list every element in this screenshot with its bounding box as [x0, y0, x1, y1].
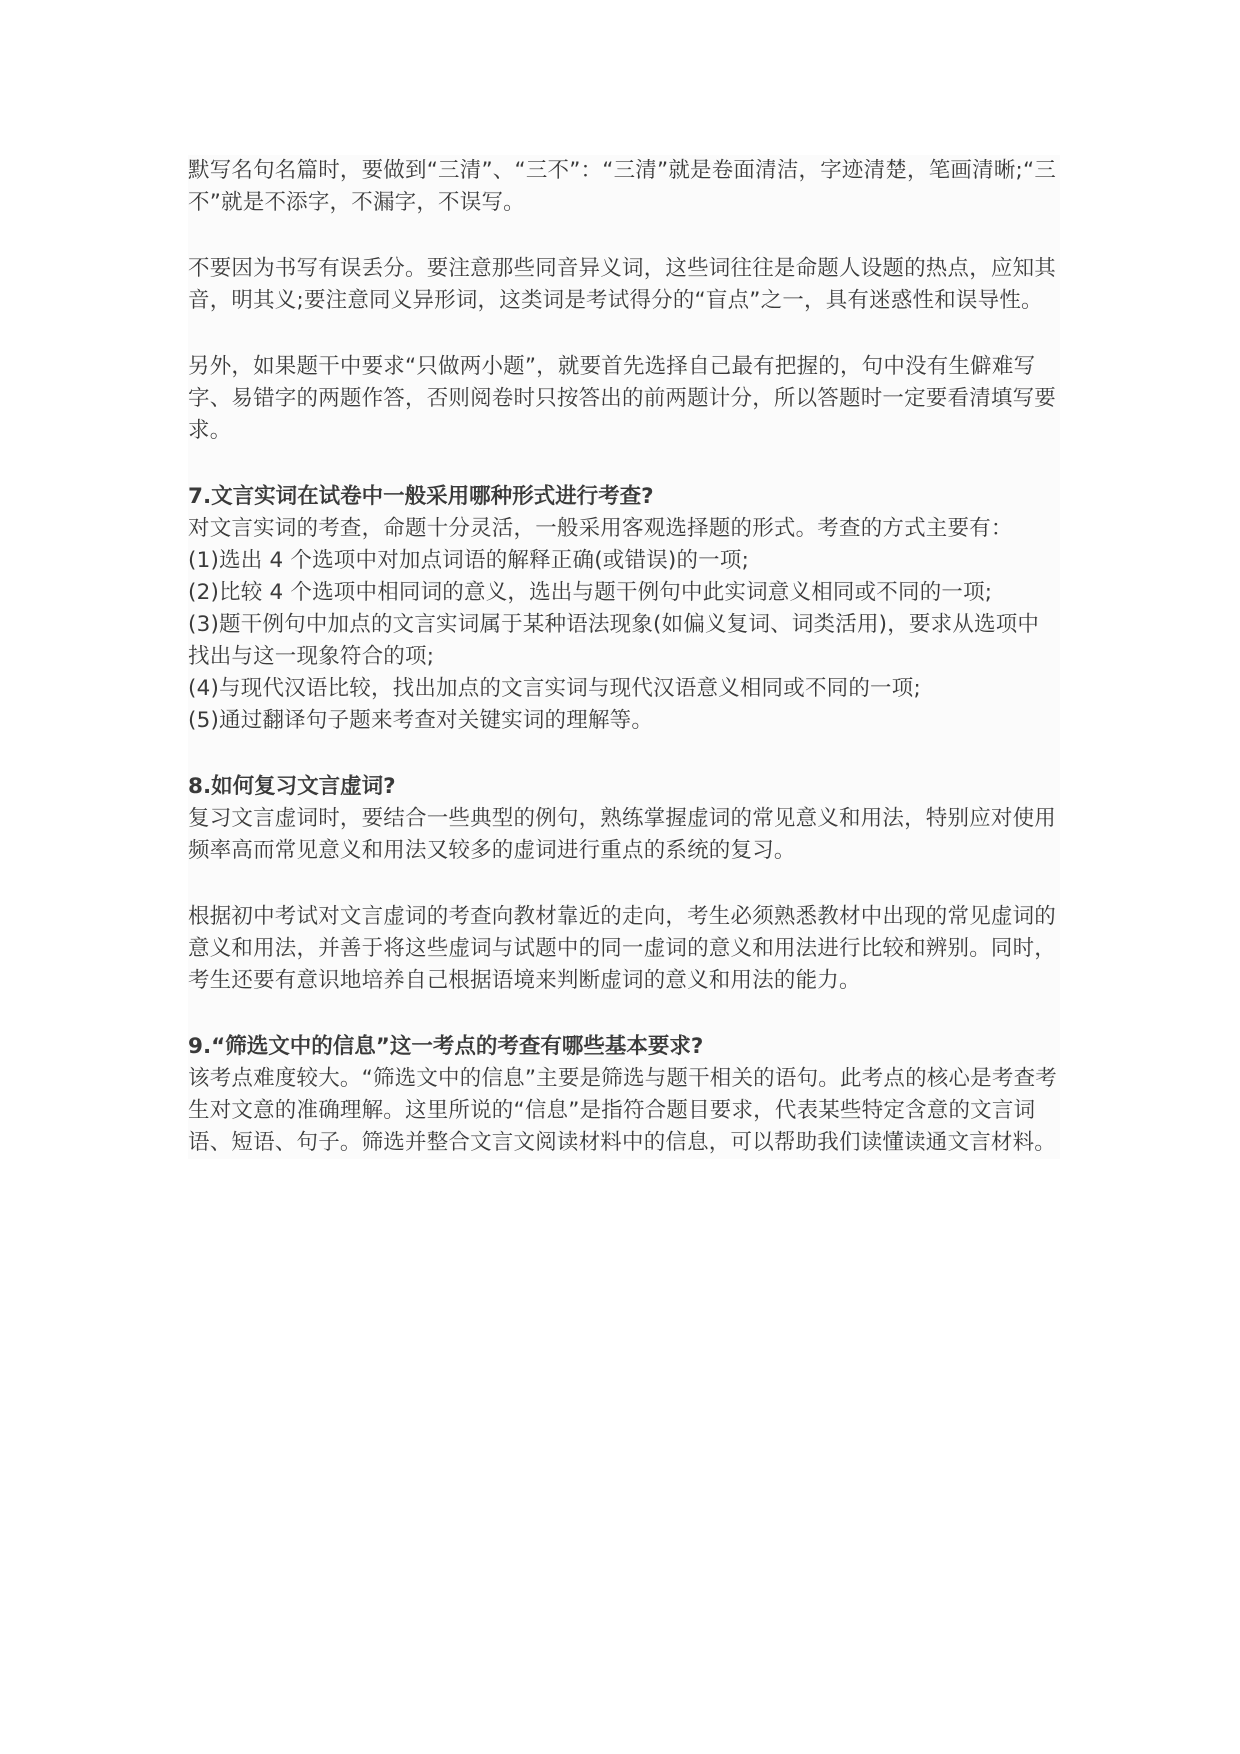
section-8-heading: 8.如何复习文言虚词?	[188, 774, 396, 799]
section-8-body: 复习文言虚词时，要结合一些典型的例句，熟练掌握虚词的常见意义和用法，特别应对使用频率高而常见意义和用法又较多的虚词进行重点的系统的复习。	[188, 806, 1057, 863]
section-7-heading: 7.文言实词在试卷中一般采用哪种形式进行考查?	[188, 484, 654, 509]
section-9	[188, 1031, 1060, 1159]
paragraph-function-words: 根据初中考试对文言虚词的考查向教材靠近的走向，考生必须熟悉教材中出现的常见虚词的意义和用法，并善于将这些虚词与试题中的同一虚词的意义和用法进行比较和辨别。同时，考生还要有意识地培养自己根据语境来判断虚词的意义和用法的能力。	[188, 904, 1057, 993]
section-7	[188, 481, 1060, 737]
section-7-item: (4)与现代汉语比较，找出加点的文言实词与现代汉语意义相同或不同的一项;	[188, 676, 921, 701]
section-7-item: (3)题干例句中加点的文言实词属于某种语法现象(如偏义复词、词类活用)，要求从选项中找出与这一现象符合的项;	[188, 612, 1040, 669]
section-9-heading: 9.“筛选文中的信息”这一考点的考查有哪些基本要求?	[188, 1034, 704, 1059]
section-9-body: 该考点难度较大。“筛选文中的信息”主要是筛选与题干相关的语句。此考点的核心是考查考生对文意的准确理解。这里所说的“信息”是指符合题目要求，代表某些特定含意的文言词语、短语、句子。筛选并整合文言文阅读材料中的信息，可以帮助我们读懂读通文言材料。	[188, 1066, 1057, 1155]
paragraph-answer-requirements: 另外，如果题干中要求“只做两小题”，就要首先选择自己最有把握的，句中没有生僻难写字、易错字的两题作答，否则阅卷时只按答出的前两题计分，所以答题时一定要看清填写要求。	[188, 354, 1057, 443]
section-7-intro: 对文言实词的考查，命题十分灵活，一般采用客观选择题的形式。考查的方式主要有：	[188, 516, 1013, 541]
section-7-item: (5)通过翻译句子题来考查对关键实词的理解等。	[188, 708, 654, 733]
document-page	[188, 155, 1060, 1159]
section-8	[188, 771, 1060, 867]
paragraph-dictation-rules: 默写名句名篇时，要做到“三清”、“三不”：“三清”就是卷面清洁，字迹清楚，笔画清晰;“三不”就是不添字，不漏字，不误写。	[188, 158, 1057, 215]
paragraph-spelling-errors: 不要因为书写有误丢分。要注意那些同音异义词，这些词往往是命题人设题的热点，应知其音，明其义;要注意同义异形词，这类词是考试得分的“盲点”之一，具有迷惑性和误导性。	[188, 256, 1057, 313]
section-7-item: (1)选出 4 个选项中对加点词语的解释正确(或错误)的一项;	[188, 548, 750, 573]
section-7-item: (2)比较 4 个选项中相同词的意义，选出与题干例句中此实词意义相同或不同的一项;	[188, 580, 993, 605]
